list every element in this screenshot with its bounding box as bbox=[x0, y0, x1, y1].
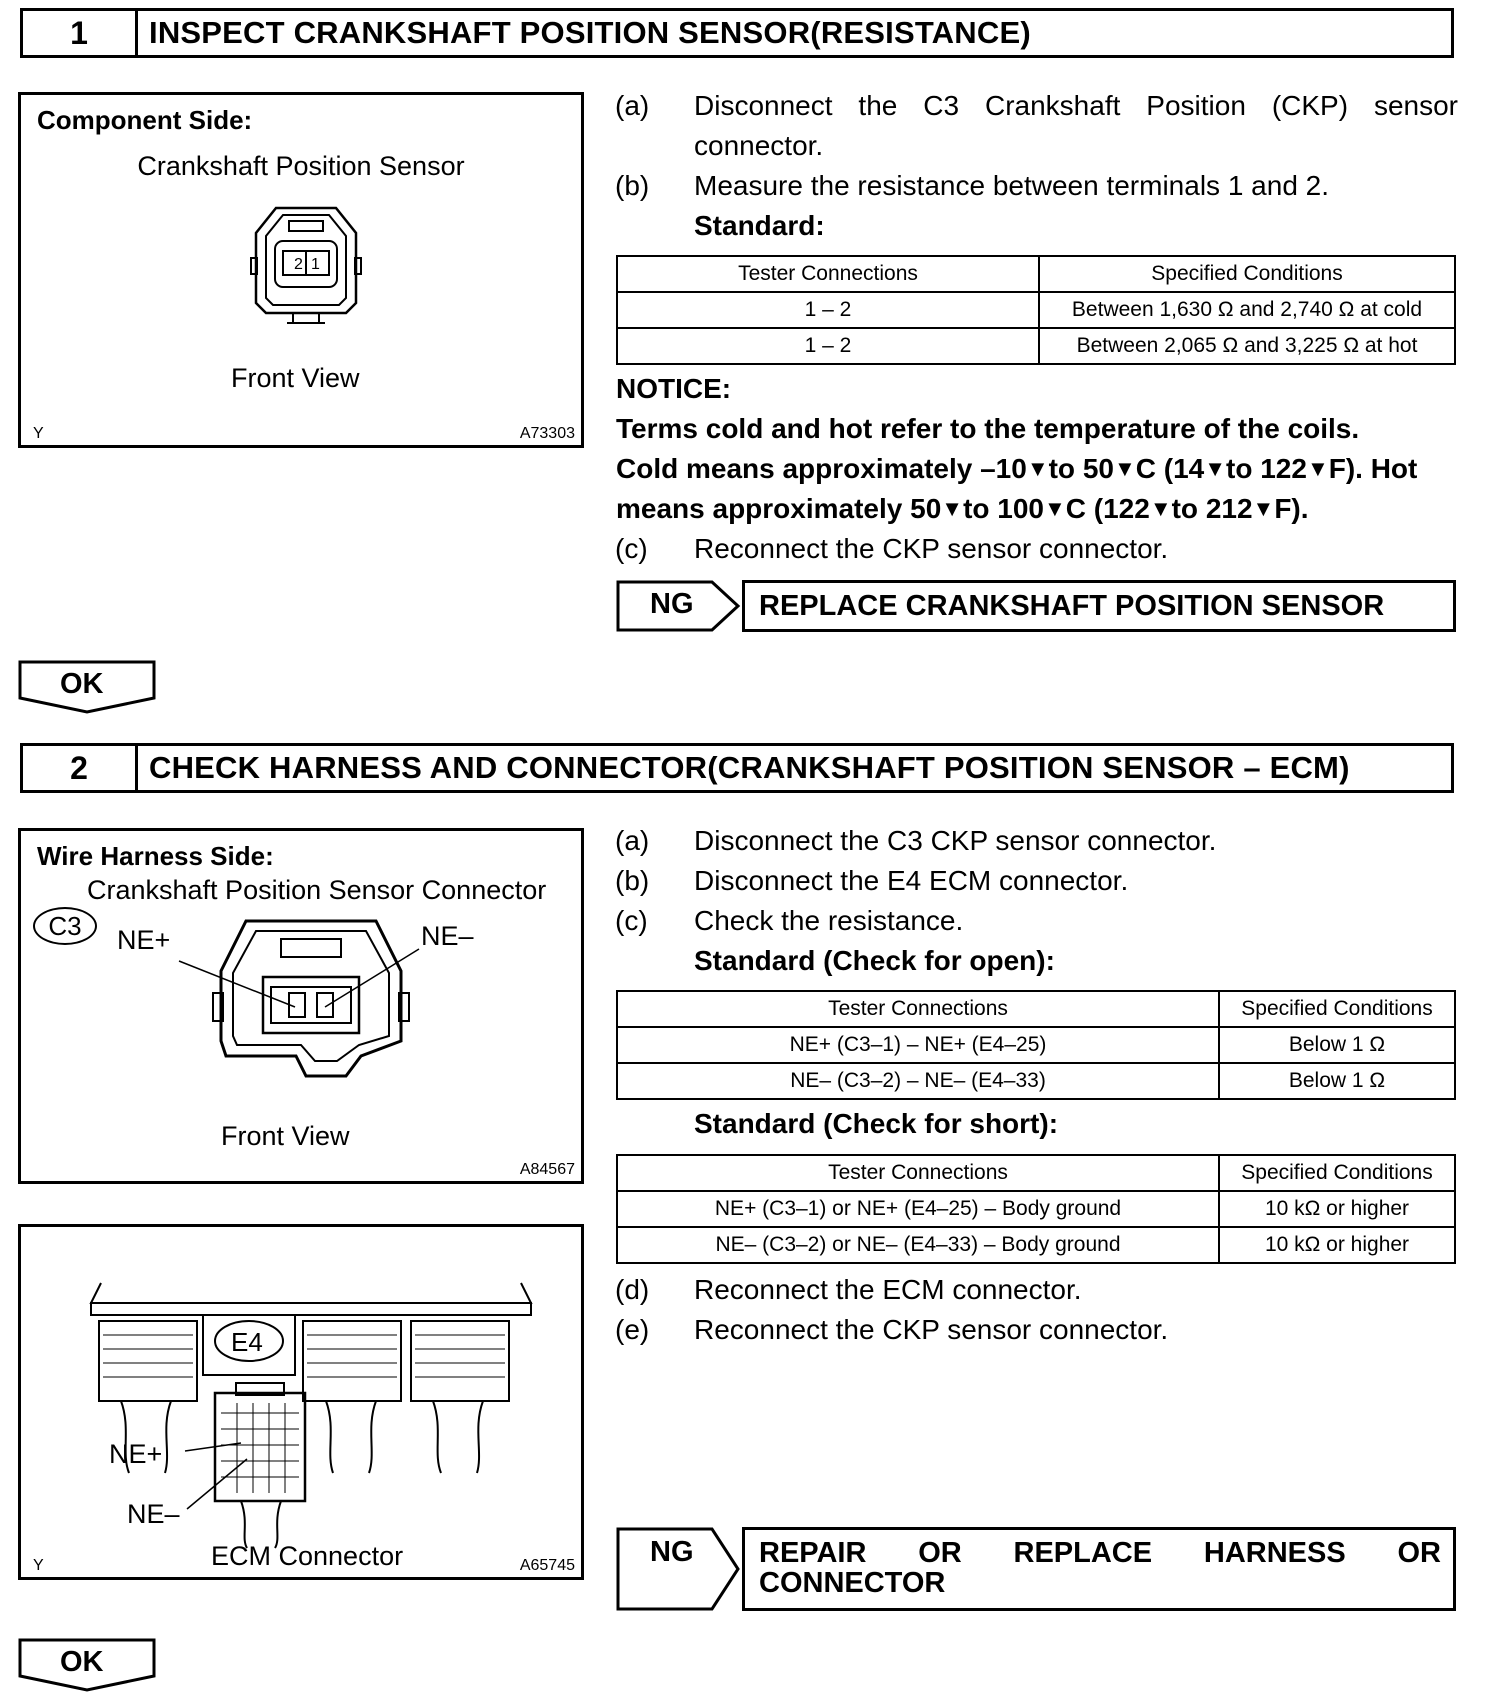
table-cell: Between 2,065 Ω and 3,225 Ω at hot bbox=[1039, 328, 1455, 364]
step2-figure-harness bbox=[18, 828, 584, 1184]
step1-title: INSPECT CRANKSHAFT POSITION SENSOR(RESISTANCE) bbox=[149, 15, 1031, 50]
ng-action-word: REPAIR bbox=[759, 1537, 867, 1569]
step2-item-e-text: Reconnect the CKP sensor connector. bbox=[694, 1314, 1169, 1345]
harness-figure-code: A84567 bbox=[519, 1161, 575, 1178]
table-cell: 10 kΩ or higher bbox=[1219, 1191, 1455, 1227]
step2-header bbox=[20, 743, 1454, 793]
step1-ng-action: REPLACE CRANKSHAFT POSITION SENSOR bbox=[742, 580, 1456, 632]
notice-label: NOTICE: bbox=[616, 373, 732, 404]
notice-line2-part: C (14 bbox=[1135, 453, 1205, 484]
step2-ng-label: NG bbox=[650, 1536, 694, 1568]
step2-item-a-text: Disconnect the C3 CKP sensor connector. bbox=[694, 825, 1217, 856]
notice-line2-part: F). Hot bbox=[1328, 453, 1418, 484]
step2-item-d-letter: (d) bbox=[615, 1274, 650, 1305]
step1-ok-label: OK bbox=[60, 668, 104, 700]
table-row bbox=[617, 1227, 1455, 1263]
connector-id-c3: C3 bbox=[33, 907, 97, 945]
step2-item-a-letter: (a) bbox=[615, 825, 650, 856]
table-cell: NE+ (C3–1) – NE+ (E4–25) bbox=[617, 1027, 1219, 1063]
step1-number: 1 bbox=[23, 11, 138, 55]
table-header: Tester Connections bbox=[617, 1155, 1219, 1191]
table-row bbox=[617, 292, 1455, 328]
notice-line2 bbox=[616, 453, 1456, 485]
degree-mark-icon: ▼ bbox=[1044, 496, 1066, 521]
notice-line2-part: to 122 bbox=[1226, 453, 1307, 484]
ecm-figure-corner-y: Y bbox=[33, 1557, 44, 1574]
ng-action-word: REPLACE bbox=[1013, 1537, 1153, 1569]
table-header: Specified Conditions bbox=[1219, 991, 1455, 1027]
notice-line2-part: to 50 bbox=[1048, 453, 1114, 484]
figure-code: A73303 bbox=[519, 425, 575, 442]
notice-line1: Terms cold and hot refer to the temperature of the coils. bbox=[616, 413, 1360, 444]
harness-front-view-label: Front View bbox=[221, 1121, 350, 1151]
step2-ng-action bbox=[742, 1527, 1456, 1611]
step2-item-e-letter: (e) bbox=[615, 1314, 650, 1345]
standard-short-label: Standard (Check for short): bbox=[694, 1108, 1059, 1139]
ecm-figure-code: A65745 bbox=[519, 1557, 575, 1574]
table-header-row bbox=[617, 256, 1455, 292]
open-check-table bbox=[616, 990, 1456, 1100]
component-side-label: Component Side: bbox=[37, 105, 253, 135]
ng-action-word: OR bbox=[918, 1537, 962, 1569]
degree-mark-icon: ▼ bbox=[1204, 456, 1226, 481]
figure-corner-y: Y bbox=[33, 425, 44, 442]
ecm-connector-caption: ECM Connector bbox=[211, 1541, 404, 1571]
step2-title: CHECK HARNESS AND CONNECTOR(CRANKSHAFT POSITION SENSOR – ECM) bbox=[149, 750, 1350, 785]
ecm-id-e4: E4 bbox=[231, 1327, 263, 1357]
ne-minus-label: NE– bbox=[421, 921, 474, 951]
pin-2-label: 2 bbox=[294, 256, 303, 273]
table-header-row bbox=[617, 991, 1455, 1027]
ckp-harness-connector-icon bbox=[161, 911, 461, 1091]
notice-line3-part: means approximately 50 bbox=[616, 493, 942, 524]
front-view-label: Front View bbox=[231, 363, 360, 393]
short-check-table bbox=[616, 1154, 1456, 1264]
ng-action-line1 bbox=[759, 1538, 1441, 1568]
table-cell: 1 – 2 bbox=[617, 328, 1039, 364]
table-header-row bbox=[617, 1155, 1455, 1191]
degree-mark-icon: ▼ bbox=[1113, 456, 1136, 481]
ng-action-word: OR bbox=[1397, 1537, 1441, 1569]
ecm-ne-minus-label: NE– bbox=[127, 1499, 180, 1529]
step2-item-b-text: Disconnect the E4 ECM connector. bbox=[694, 865, 1129, 896]
step2-item-c-letter: (c) bbox=[615, 905, 648, 936]
step2-number: 2 bbox=[23, 746, 138, 790]
ckp-sensor-connector-icon bbox=[231, 203, 381, 333]
notice-line3 bbox=[616, 493, 1309, 525]
step1-item-a-letter: (a) bbox=[615, 90, 650, 121]
ng-action-word: HARNESS bbox=[1203, 1537, 1346, 1569]
table-cell: Between 1,630 Ω and 2,740 Ω at cold bbox=[1039, 292, 1455, 328]
table-cell: Below 1 Ω bbox=[1219, 1063, 1455, 1099]
ng-action-line2: CONNECTOR bbox=[759, 1567, 946, 1599]
step1-spec-table bbox=[616, 255, 1456, 365]
pin-1-label: 1 bbox=[311, 256, 320, 273]
table-row bbox=[617, 1027, 1455, 1063]
table-cell: Below 1 Ω bbox=[1219, 1027, 1455, 1063]
step1-item-a-line1: Disconnect the C3 Crankshaft Position (CKP) sensor bbox=[694, 90, 1458, 121]
table-header: Tester Connections bbox=[617, 991, 1219, 1027]
step2-item-d-text: Reconnect the ECM connector. bbox=[694, 1274, 1082, 1305]
step1-item-c-letter: (c) bbox=[615, 533, 648, 564]
degree-mark-icon: ▼ bbox=[1252, 496, 1275, 521]
step2-item-c-text: Check the resistance. bbox=[694, 905, 964, 936]
table-header: Specified Conditions bbox=[1219, 1155, 1455, 1191]
notice-line3-part: to 100 bbox=[963, 493, 1044, 524]
notice-line2-part: Cold means approximately –10 bbox=[616, 453, 1027, 484]
step2-item-b-letter: (b) bbox=[615, 865, 650, 896]
table-cell: 10 kΩ or higher bbox=[1219, 1227, 1455, 1263]
harness-component-name: Crankshaft Position Sensor Connector bbox=[87, 875, 547, 905]
table-row bbox=[617, 1191, 1455, 1227]
step1-figure bbox=[18, 92, 584, 448]
degree-mark-icon: ▼ bbox=[1149, 496, 1172, 521]
table-cell: NE– (C3–2) – NE– (E4–33) bbox=[617, 1063, 1219, 1099]
notice-line3-part: F). bbox=[1274, 493, 1309, 524]
wire-harness-side-label: Wire Harness Side: bbox=[37, 841, 274, 871]
step2-ok-label: OK bbox=[60, 1646, 104, 1678]
component-name: Crankshaft Position Sensor bbox=[137, 151, 465, 181]
step1-ng-label: NG bbox=[650, 588, 694, 620]
step1-item-b-letter: (b) bbox=[615, 170, 650, 201]
table-cell: 1 – 2 bbox=[617, 292, 1039, 328]
step1-header bbox=[20, 8, 1454, 58]
step1-item-c-text: Reconnect the CKP sensor connector. bbox=[694, 533, 1169, 564]
ne-plus-label: NE+ bbox=[117, 925, 171, 955]
step2-figure-ecm bbox=[18, 1224, 584, 1580]
step1-item-a-line2: connector. bbox=[694, 130, 824, 161]
step1-item-b-text: Measure the resistance between terminals 1 and 2. bbox=[694, 170, 1330, 201]
degree-mark-icon: ▼ bbox=[941, 496, 964, 521]
notice-line3-part: to 212 bbox=[1171, 493, 1253, 524]
ecm-ne-plus-label: NE+ bbox=[109, 1439, 163, 1469]
table-cell: NE– (C3–2) or NE– (E4–33) – Body ground bbox=[617, 1227, 1219, 1263]
table-row bbox=[617, 328, 1455, 364]
standard-open-label: Standard (Check for open): bbox=[694, 945, 1055, 976]
degree-mark-icon: ▼ bbox=[1306, 456, 1329, 481]
notice-line3-part: C (122 bbox=[1065, 493, 1150, 524]
degree-mark-icon: ▼ bbox=[1026, 456, 1049, 481]
table-row bbox=[617, 1063, 1455, 1099]
step1-standard-label: Standard: bbox=[694, 210, 825, 241]
table-cell: NE+ (C3–1) or NE+ (E4–25) – Body ground bbox=[617, 1191, 1219, 1227]
table-header: Specified Conditions bbox=[1039, 256, 1455, 292]
table-header: Tester Connections bbox=[617, 256, 1039, 292]
